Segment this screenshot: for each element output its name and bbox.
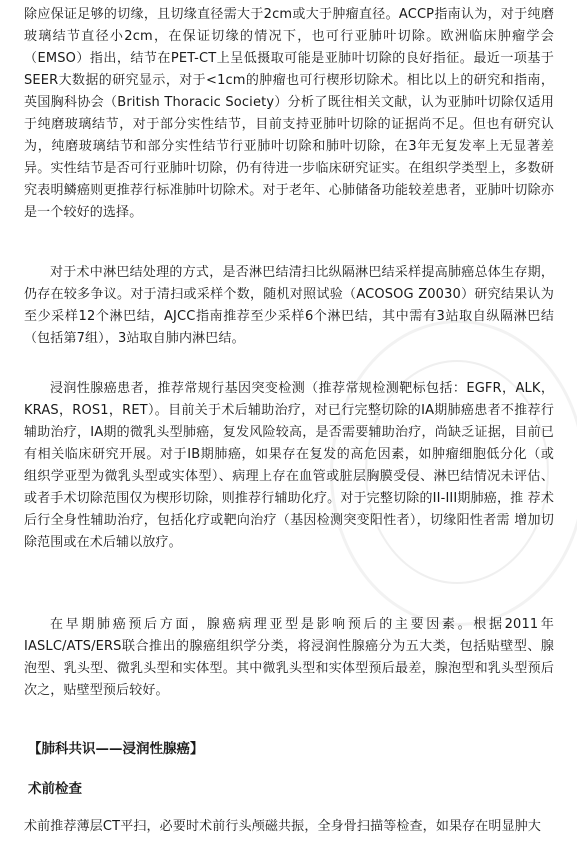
subheading: 术前检查 xyxy=(28,781,82,797)
paragraph-sublobar-resection: 除应保证足够的切缘，且切缘直径需大于2cm或大于肿瘤直径。ACCP指南认为，对于纯磨玻璃结节直径小2cm，在保证切缘的情况下，也可行亚肺叶切除。欧洲临床肿瘤学会（EMSO）指出，结节在PET-CT上呈低摄取可能是亚肺叶切除的良好指征。最近一项基于SEER大数据的研究显示，对于<1cm的肿瘤也可行楔形切除术。相比以上的研究和指南，英国胸科协会（British Thoracic Society）分析了既往相关文献，认为亚肺叶切除仅适用于纯磨玻璃结节，对于部分实性结节，目前支持亚肺叶切除的证据尚不足。但也有研究认为，纯磨玻璃结节和部分实性结节行亚肺叶切除和肺叶切除，在3年无复发率上无显著差异。实性结节是否可行亚肺叶切除，仍有待进一步临床研究证实。在组织学类型上，多数研究表明鳞癌则更推荐行标准肺叶切除术。对于老年、心肺储备功能较差患者，亚肺叶切除亦是一个较好的选择。 xyxy=(24,7,554,220)
section-heading: 【肺科共识——浸润性腺癌】 xyxy=(28,741,204,757)
paragraph-genetic-testing: 浸润性腺癌患者，推荐常规行基因突变检测（推荐常规检测靶标包括：EGFR，ALK，KRAS，ROS1，RET）。目前关于术后辅助治疗，对已行完整切除的IA期肺癌患者不推荐行辅助治疗，IA期的微乳头型肺癌，复发风险较高，是否需要辅助治疗，尚缺乏证据，目前已有相关临床研究开展。对于IB期肺癌，如果存在复发的高危因素，如肿瘤细胞低分化（或 组织学亚型为微乳头型或实体型）、病理上存在血管或脏层胸膜受侵、淋巴结情况未评估、 或者手术切除范围仅为楔形切除，则推荐行辅助化疗。对于完整切除的II-III期肺癌，推 荐术后行全身性辅助治疗，包括化疗或靶向治疗（基因检测突变阳性者），切缘阳性者需 增加切除范围或在术后辅以放疗。 xyxy=(24,381,554,550)
paragraph-preop: 术前推荐薄层CT平扫，必要时术前行头颅磁共振，全身骨扫描等检查，如果存在明显肿大 xyxy=(24,819,542,834)
paragraph-prognosis: 在早期肺癌预后方面，腺癌病理亚型是影响预后的主要因素。根据2011年IASLC/ATS/ERS联合推出的腺癌组织学分类，将浸润性腺癌分为五大类，包括贴壁型、腺泡型、乳头型、微乳头型和实体型。其中微乳头型和实体型预后最差，腺泡型和乳头型预后次之，贴壁型预后较好。 xyxy=(24,617,554,698)
paragraph-lymph-node: 对于术中淋巴结处理的方式，是否淋巴结清扫比纵隔淋巴结采样提高肺癌总体生存期，仍存在较多争议。对于清扫或采样个数，随机对照试验（ACOSOG Z0030）研究结果认为至少采样12个淋巴结，AJCC指南推荐至少采样6个淋巴结，其中需有3站取自纵隔淋巴结（包括第7组），3站取自肺内淋巴结。 xyxy=(24,265,554,346)
